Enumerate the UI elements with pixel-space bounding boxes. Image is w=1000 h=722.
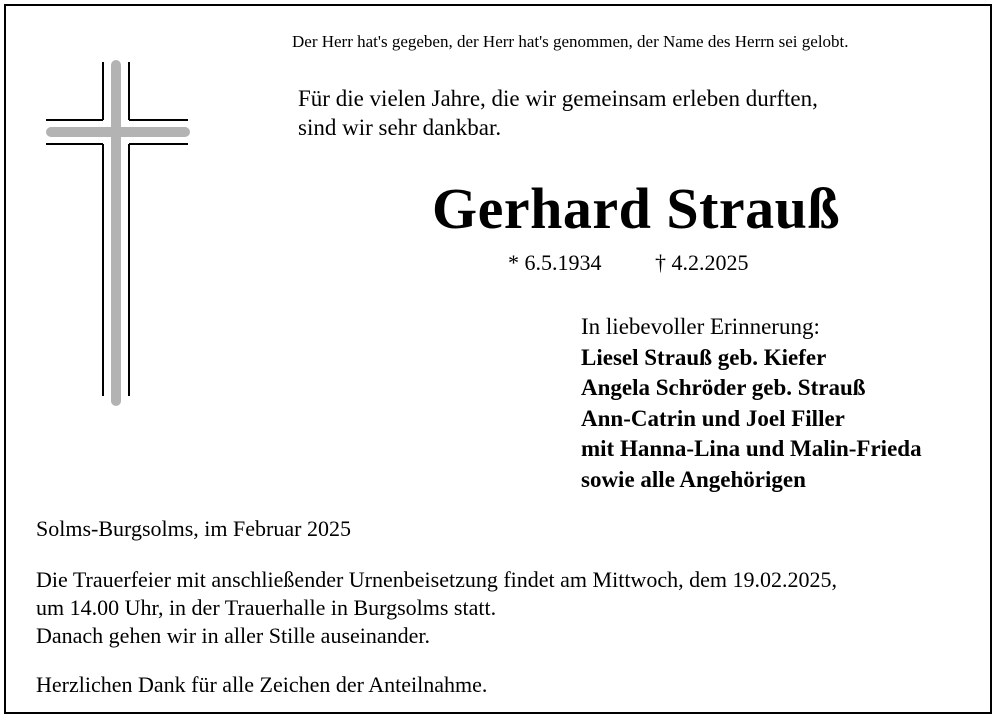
death-date: † 4.2.2025 [655,250,749,275]
bible-verse: Der Herr hat's gegeben, der Herr hat's genommen, der Name des Herrn sei gelobt. [292,32,849,51]
mourners-block [581,312,922,495]
service-info [36,566,837,650]
cross-icon [42,58,192,410]
service-line: um 14.00 Uhr, in der Trauerhalle in Burgsolms statt. [36,595,497,620]
mourner-name: sowie alle Angehörigen [581,466,806,492]
deceased-name: Gerhard Strauß [432,176,841,241]
service-line: Die Trauerfeier mit anschließender Urnenbeisetzung findet am Mittwoch, dem 19.02.2025, [36,567,837,592]
thanks-text [298,84,818,142]
place-date: Solms-Burgsolms, im Februar 2025 [36,516,351,541]
mourner-name: Ann-Catrin und Joel Filler [581,405,845,431]
life-dates [508,250,749,276]
thanks-line: sind wir sehr dankbar. [298,115,502,140]
birth-date: * 6.5.1934 [508,250,602,275]
thanks-line: Für die vielen Jahre, die wir gemeinsam erleben durften, [298,86,818,111]
closing-thanks: Herzlichen Dank für alle Zeichen der Anteilnahme. [36,672,488,697]
mourner-name: mit Hanna-Lina und Malin-Frieda [581,436,922,461]
mourners-intro: In liebevoller Erinnerung: [581,314,820,339]
mourner-name: Angela Schröder geb. Strauß [581,375,866,400]
service-line: Danach gehen wir in aller Stille auseinander. [36,623,431,648]
mourner-name: Liesel Strauß geb. Kiefer [581,344,827,370]
